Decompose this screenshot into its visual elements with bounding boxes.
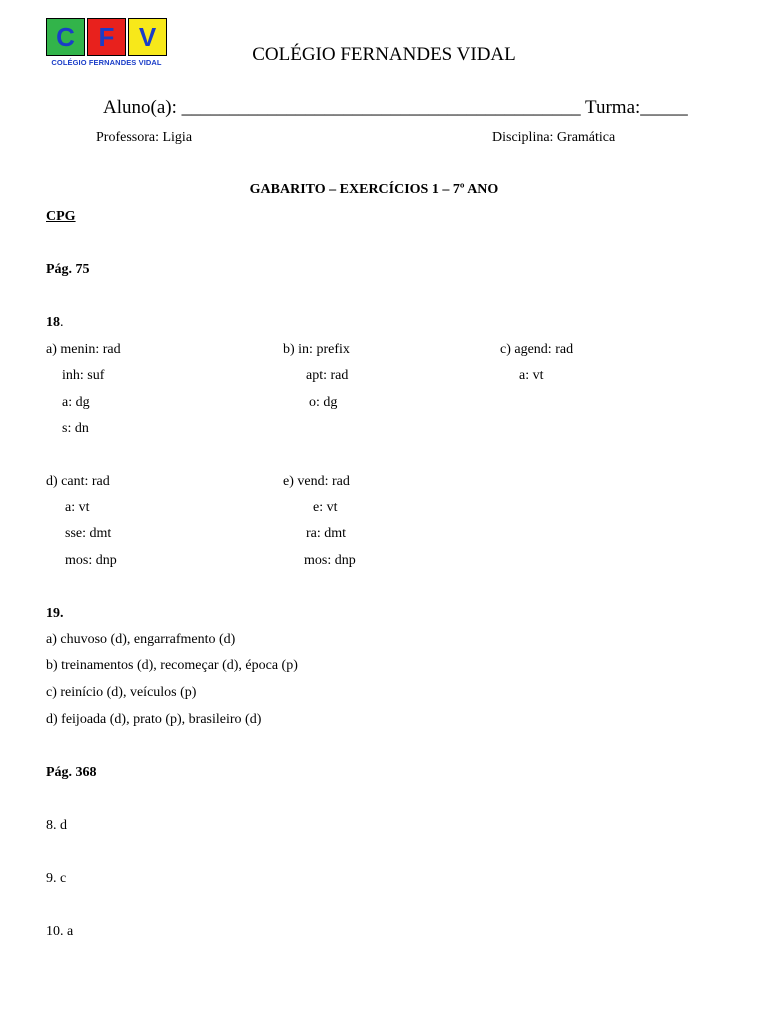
q18-e-line: e: vt [313, 500, 338, 515]
question-19-number: 19. [46, 606, 64, 621]
q18-a-line: inh: suf [62, 368, 105, 383]
q18-b-line: apt: rad [306, 368, 349, 383]
q18-d-line: d) cant: rad [46, 474, 110, 489]
q19-item: d) feijoada (d), prato (p), brasileiro (d) [46, 712, 262, 727]
student-line: Aluno(a): __________________________________________ Turma:_____ [103, 97, 688, 118]
q18-a-line: a) menin: rad [46, 342, 121, 357]
q18-c-line: c) agend: rad [500, 342, 574, 357]
subject-label: Disciplina: Gramática [492, 130, 616, 145]
logo-letter-f: F [87, 18, 126, 56]
q19-item: c) reinício (d), veículos (p) [46, 685, 197, 700]
school-title: COLÉGIO FERNANDES VIDAL [252, 44, 516, 65]
q18-d-line: mos: dnp [65, 553, 117, 568]
q18-b-line: b) in: prefix [283, 342, 350, 357]
q19-item: a) chuvoso (d), engarrafmento (d) [46, 632, 236, 647]
document-title: GABARITO – EXERCÍCIOS 1 – 7º ANO [249, 182, 499, 197]
q19-item: b) treinamentos (d), recomeçar (d), época (p) [46, 658, 298, 673]
page-heading-75: Pág. 75 [46, 262, 90, 277]
q18-a-line: s: dn [62, 421, 89, 436]
teacher-label: Professora: Ligia [96, 130, 193, 145]
q18-d-line: sse: dmt [65, 526, 112, 541]
q18-c-line: a: vt [519, 368, 544, 383]
answer-item: 9. c [46, 871, 67, 886]
q18-a-line: a: dg [62, 395, 90, 410]
q18-b-line: o: dg [309, 395, 338, 410]
answer-item: 10. a [46, 924, 74, 939]
q18-e-line: ra: dmt [306, 526, 347, 541]
logo-school-name: COLÉGIO FERNANDES VIDAL [51, 58, 162, 67]
q18-e-line: e) vend: rad [283, 474, 350, 489]
q18-d-line: a: vt [65, 500, 90, 515]
page-heading-368: Pág. 368 [46, 765, 97, 780]
logo-letter-v: V [128, 18, 167, 56]
question-18-number: 18. [46, 315, 64, 330]
section-heading: CPG [46, 209, 76, 224]
answer-item: 8. d [46, 818, 67, 833]
q18-e-line: mos: dnp [304, 553, 356, 568]
logo-letter-c: C [46, 18, 85, 56]
